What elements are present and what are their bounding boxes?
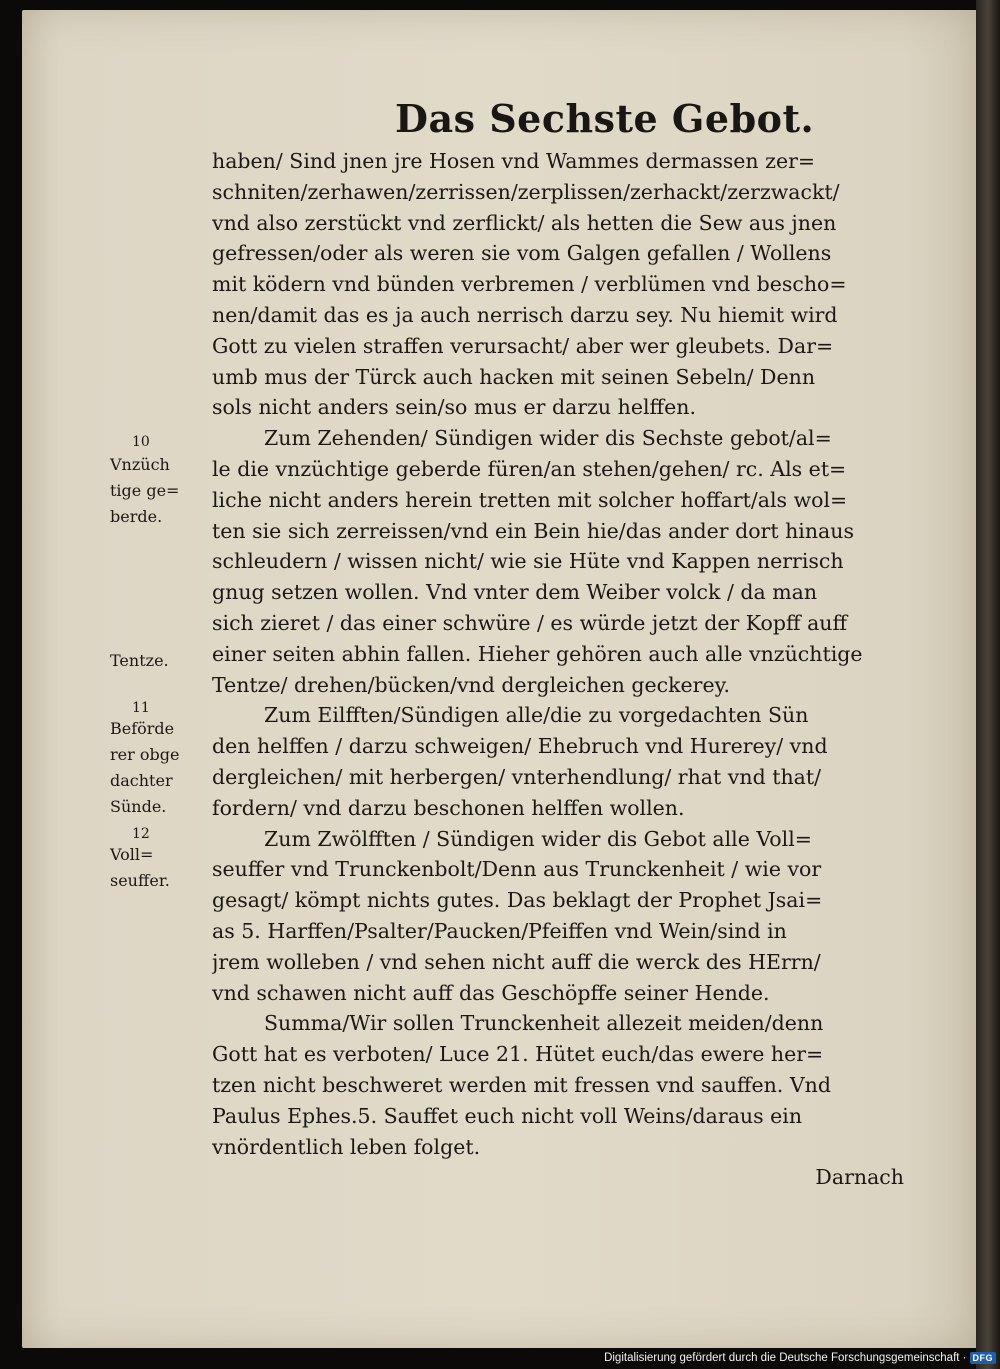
text-line: vnd also zerstückt vnd zerflickt/ als hetten die Sew aus jnen bbox=[212, 210, 837, 235]
text-line: schniten/zerhawen/zerrissen/zerplissen/zerhackt/zerzwackt/ bbox=[212, 179, 840, 204]
paragraph-start-line: Summa/Wir sollen Trunckenheit allezeit meiden/denn bbox=[264, 1011, 824, 1036]
text-line: seuffer vnd Trunckenbolt/Denn aus Trunckenheit / wie vor bbox=[212, 857, 822, 882]
catchword: Darnach bbox=[815, 1165, 904, 1190]
text-line: haben/ Sind jnen jre Hosen vnd Wammes dermassen zer= bbox=[212, 149, 816, 173]
text-line: gesagt/ kömpt nichts gutes. Das beklagt der Prophet Jsai= bbox=[212, 888, 823, 913]
text-line: den helffen / darzu schweigen/ Ehebruch vnd Hurerey/ vnd bbox=[212, 734, 828, 759]
digitization-credit bbox=[604, 1349, 996, 1367]
text-line: sich zieret / das einer schwüre / es würde jetzt der Kopff auff bbox=[212, 610, 848, 635]
margin-note-line: rer obge bbox=[110, 745, 180, 764]
text-line: dergleichen/ mit herbergen/ vnterhendlung/ rhat vnd that/ bbox=[212, 764, 822, 789]
text-line: Gott hat es verboten/ Luce 21. Hütet euch/das ewere her= bbox=[212, 1042, 824, 1067]
text-line: Paulus Ephes.5. Sauffet euch nicht voll Weins/daraus ein bbox=[212, 1103, 803, 1128]
text-line: mit ködern vnd bünden verbremen / verblümen vnd bescho= bbox=[212, 272, 847, 297]
text-line: as 5. Harffen/Psalter/Paucken/Pfeiffen vnd Wein/sind in bbox=[212, 918, 787, 943]
text-line: Tentze/ drehen/bücken/vnd dergleichen geckerey. bbox=[212, 672, 730, 697]
margin-number-12: 12 bbox=[132, 826, 150, 842]
margin-note-line: Vnzüch bbox=[110, 455, 170, 474]
text-line: tzen nicht beschweret werden mit fressen vnd sauffen. Vnd bbox=[212, 1072, 831, 1097]
text-line: ten sie sich zerreissen/vnd ein Bein hie/das ander dort hinaus bbox=[212, 518, 854, 543]
margin-note-line: dachter bbox=[110, 771, 173, 790]
margin-note-line: seuffer. bbox=[110, 871, 170, 890]
paragraph-start-line: Zum Zwölfften / Sündigen wider dis Gebot alle Voll= bbox=[264, 826, 812, 851]
margin-note-10 bbox=[110, 452, 210, 530]
paragraph-start-line: Zum Eilfften/Sündigen alle/die zu vorgedachten Sün bbox=[264, 703, 809, 728]
running-header: Das Sechste Gebot. bbox=[395, 96, 815, 141]
text-line: Gott zu vielen straffen verursacht/ aber wer gleubets. Dar= bbox=[212, 333, 834, 358]
book-spine-edge bbox=[976, 0, 1000, 1369]
margin-note-line: Tentze. bbox=[110, 651, 169, 670]
text-line: gefressen/oder als weren sie vom Galgen gefallen / Wollens bbox=[212, 241, 832, 266]
margin-number-10: 10 bbox=[132, 434, 150, 450]
text-line: vnd schawen nicht auff das Geschöpffe seiner Hende. bbox=[212, 980, 770, 1005]
main-text-block bbox=[212, 146, 912, 1193]
margin-note-tentze bbox=[110, 648, 210, 674]
text-line: sols nicht anders sein/so mus er darzu helffen. bbox=[212, 395, 696, 420]
margin-note-line: Beförde bbox=[110, 719, 175, 738]
margin-note-line: berde. bbox=[110, 507, 163, 526]
text-line: schleudern / wissen nicht/ wie sie Hüte vnd Kappen nerrisch bbox=[212, 549, 844, 574]
credit-text: Digitalisierung gefördert durch die Deutsche Forschungsgemeinschaft · bbox=[604, 1352, 967, 1364]
dfg-logo-icon: DFG bbox=[970, 1352, 997, 1364]
text-line: fordern/ vnd darzu beschonen helffen wollen. bbox=[212, 795, 685, 820]
margin-number-11: 11 bbox=[132, 700, 150, 716]
text-line: le die vnzüchtige geberde füren/an stehen/gehen/ rc. Als et= bbox=[212, 456, 847, 481]
text-line: vnördentlich leben folget. bbox=[212, 1134, 481, 1159]
text-line: umb mus der Türck auch hacken mit seinen Sebeln/ Denn bbox=[212, 364, 816, 389]
text-line: einer seiten abhin fallen. Hieher gehören auch alle vnzüchtige bbox=[212, 641, 863, 666]
text-line: gnug setzen wollen. Vnd vnter dem Weiber volck / da man bbox=[212, 580, 818, 605]
margin-note-line: tige ge= bbox=[110, 481, 180, 500]
margin-note-line: Voll= bbox=[110, 845, 154, 864]
margin-note-11 bbox=[110, 716, 210, 820]
paragraph-start-line: Zum Zehenden/ Sündigen wider dis Sechste gebot/al= bbox=[264, 426, 832, 451]
text-line: jrem wolleben / vnd sehen nicht auff die werck des HErrn/ bbox=[212, 949, 821, 974]
margin-note-12 bbox=[110, 842, 210, 894]
text-line: liche nicht anders herein tretten mit solcher hoffart/als wol= bbox=[212, 487, 848, 512]
margin-note-line: Sünde. bbox=[110, 797, 167, 816]
margin-notes bbox=[110, 0, 210, 1369]
text-line: nen/damit das es ja auch nerrisch darzu sey. Nu hiemit wird bbox=[212, 302, 838, 327]
